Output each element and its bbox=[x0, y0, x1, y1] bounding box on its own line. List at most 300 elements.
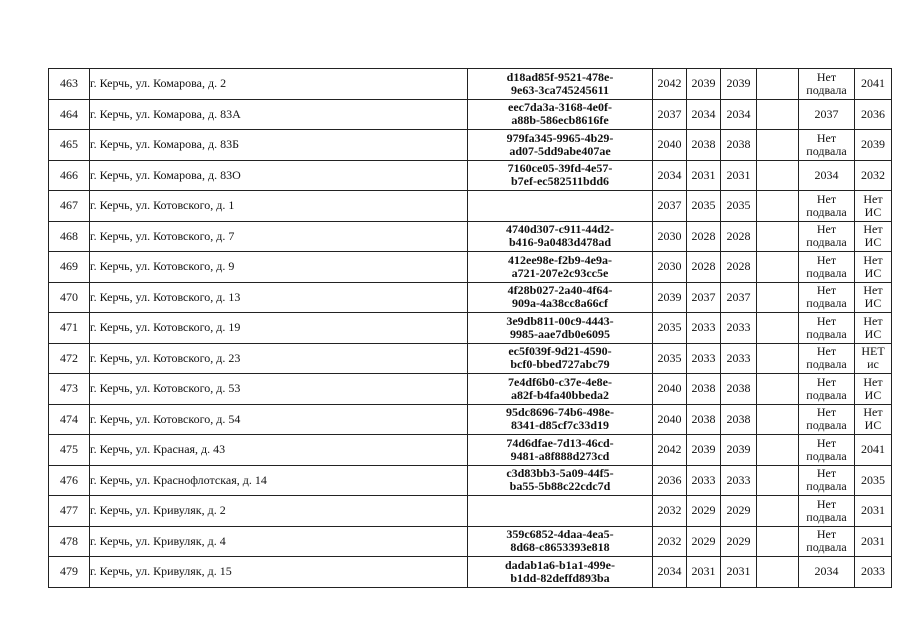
address-text: г. Керчь, ул. Кривуляк, д. 2 bbox=[90, 503, 226, 518]
year-cell-2 bbox=[687, 404, 721, 435]
address-text: г. Керчь, ул. Комарова, д. 83А bbox=[90, 106, 241, 121]
basement-cell bbox=[799, 191, 855, 222]
guid-line-1: 7160ce05-39fd-4e57- bbox=[507, 161, 613, 176]
guid-line-1: ec5f039f-9d21-4590- bbox=[508, 344, 612, 359]
basement-line-1: Нет bbox=[816, 130, 837, 145]
basement-line-2: подвала bbox=[806, 265, 847, 280]
fias-guid-cell bbox=[468, 465, 653, 496]
last-cell bbox=[855, 557, 892, 588]
last-line-2: ИС bbox=[864, 235, 882, 250]
last-cell bbox=[855, 465, 892, 496]
basement-line-2: подвала bbox=[806, 418, 847, 433]
row-number-cell bbox=[49, 557, 90, 588]
year-cell-3 bbox=[721, 526, 757, 557]
table-row bbox=[49, 343, 892, 374]
row-number: 472 bbox=[60, 350, 78, 365]
last-line-1: 2031 bbox=[861, 533, 885, 548]
year-1: 2037 bbox=[657, 198, 682, 213]
last-cell bbox=[855, 160, 892, 191]
fias-guid-cell bbox=[468, 221, 653, 252]
year-cell-2 bbox=[687, 465, 721, 496]
table-row bbox=[49, 526, 892, 557]
row-number: 470 bbox=[60, 289, 78, 304]
year-2: 2031 bbox=[691, 167, 716, 182]
year-1: 2034 bbox=[657, 564, 682, 579]
last-line-1: 2032 bbox=[861, 167, 885, 182]
guid-line-1: 4740d307-c911-44d2- bbox=[506, 222, 614, 237]
year-cell-3 bbox=[721, 465, 757, 496]
year-3: 2031 bbox=[726, 167, 751, 182]
year-cell-3 bbox=[721, 191, 757, 222]
last-line-1: 2041 bbox=[861, 76, 885, 91]
basement-cell bbox=[799, 526, 855, 557]
year-cell-3 bbox=[721, 557, 757, 588]
last-line-1: Нет bbox=[863, 252, 883, 267]
guid-line-2: b416-9a0483d478ad bbox=[508, 235, 612, 250]
last-cell bbox=[855, 99, 892, 130]
address-cell bbox=[90, 313, 468, 344]
year-1: 2040 bbox=[657, 137, 682, 152]
year-2: 2038 bbox=[691, 381, 716, 396]
year-cell-3 bbox=[721, 252, 757, 283]
year-cell-1 bbox=[653, 435, 687, 466]
basement-cell bbox=[799, 435, 855, 466]
basement-cell bbox=[799, 496, 855, 527]
basement-line-2: подвала bbox=[806, 82, 847, 97]
address-cell bbox=[90, 252, 468, 283]
year-3: 2031 bbox=[726, 564, 751, 579]
year-cell-1 bbox=[653, 374, 687, 405]
guid-line-2: a88b-586ecb8616fe bbox=[511, 113, 609, 128]
year-1: 2034 bbox=[657, 167, 682, 182]
year-cell-1 bbox=[653, 160, 687, 191]
last-line-2: ИС bbox=[864, 265, 882, 280]
fias-guid-cell bbox=[468, 343, 653, 374]
basement-cell bbox=[799, 557, 855, 588]
year-2: 2039 bbox=[691, 76, 716, 91]
basement-line-2: подвала bbox=[806, 479, 847, 494]
table-row bbox=[49, 496, 892, 527]
year-cell-2 bbox=[687, 160, 721, 191]
year-cell-2 bbox=[687, 221, 721, 252]
empty-cell bbox=[757, 160, 799, 191]
fias-guid-cell bbox=[468, 557, 653, 588]
row-number-cell bbox=[49, 69, 90, 100]
year-3: 2029 bbox=[726, 503, 751, 518]
guid-line-2: a82f-b4fa40bbeda2 bbox=[510, 387, 609, 402]
guid-line-1: c3d83bb3-5a09-44f5- bbox=[506, 466, 614, 481]
guid-line-1: dadab1a6-b1a1-499e- bbox=[504, 557, 615, 572]
row-number: 468 bbox=[60, 228, 78, 243]
year-cell-3 bbox=[721, 99, 757, 130]
last-cell bbox=[855, 435, 892, 466]
address-cell bbox=[90, 160, 468, 191]
address-cell bbox=[90, 404, 468, 435]
address-text: г. Керчь, ул. Котовского, д. 9 bbox=[90, 259, 235, 274]
address-cell bbox=[90, 435, 468, 466]
empty-cell bbox=[757, 252, 799, 283]
basement-line-2: подвала bbox=[806, 143, 847, 158]
row-number-cell bbox=[49, 252, 90, 283]
row-number: 479 bbox=[60, 564, 78, 579]
year-1: 2037 bbox=[657, 106, 682, 121]
guid-line-2: b7ef-ec582511bdd6 bbox=[510, 174, 609, 189]
row-number: 463 bbox=[60, 76, 78, 91]
last-line-1: Нет bbox=[863, 191, 883, 206]
address-text: г. Керчь, ул. Комарова, д. 83О bbox=[90, 167, 241, 182]
basement-line-2: подвала bbox=[806, 509, 847, 524]
table-row bbox=[49, 465, 892, 496]
row-number-cell bbox=[49, 130, 90, 161]
guid-line-1: d18ad85f-9521-478e- bbox=[506, 69, 614, 84]
last-line-1: НЕТ bbox=[861, 344, 885, 359]
year-cell-3 bbox=[721, 343, 757, 374]
year-2: 2038 bbox=[691, 411, 716, 426]
year-cell-3 bbox=[721, 404, 757, 435]
year-3: 2029 bbox=[726, 533, 751, 548]
address-text: г. Керчь, ул. Краснофлотская, д. 14 bbox=[90, 472, 267, 487]
address-cell bbox=[90, 526, 468, 557]
last-line-1: 2039 bbox=[861, 137, 885, 152]
row-number-cell bbox=[49, 343, 90, 374]
guid-line-1: 95dc8696-74b6-498e- bbox=[506, 405, 614, 420]
last-line-1: 2035 bbox=[861, 472, 885, 487]
last-line-1: Нет bbox=[863, 283, 883, 298]
last-line-2: ИС bbox=[864, 418, 882, 433]
last-line-1: Нет bbox=[863, 405, 883, 420]
address-cell bbox=[90, 99, 468, 130]
year-1: 2036 bbox=[657, 472, 682, 487]
basement-line-1: 2034 bbox=[814, 564, 839, 579]
row-number-cell bbox=[49, 374, 90, 405]
year-cell-2 bbox=[687, 374, 721, 405]
last-line-2: ис bbox=[867, 357, 879, 372]
address-text: г. Керчь, ул. Котовского, д. 53 bbox=[90, 381, 241, 396]
address-text: г. Керчь, ул. Кривуляк, д. 15 bbox=[90, 564, 232, 579]
address-text: г. Керчь, ул. Комарова, д. 83Б bbox=[90, 137, 239, 152]
year-cell-2 bbox=[687, 313, 721, 344]
guid-line-1: 74d6dfae-7d13-46cd- bbox=[506, 435, 614, 450]
basement-cell bbox=[799, 343, 855, 374]
empty-cell bbox=[757, 404, 799, 435]
guid-line-2: bcf0-bbed727abc79 bbox=[510, 357, 610, 372]
basement-line-1: Нет bbox=[816, 527, 837, 542]
year-2: 2034 bbox=[691, 106, 716, 121]
last-cell bbox=[855, 130, 892, 161]
table-row bbox=[49, 130, 892, 161]
basement-line-1: 2034 bbox=[814, 167, 839, 182]
basement-line-1: Нет bbox=[816, 374, 837, 389]
year-3: 2038 bbox=[726, 137, 751, 152]
year-3: 2033 bbox=[726, 472, 751, 487]
table-row bbox=[49, 313, 892, 344]
empty-cell bbox=[757, 130, 799, 161]
empty-cell bbox=[757, 282, 799, 313]
basement-line-1: Нет bbox=[816, 252, 837, 267]
empty-cell bbox=[757, 496, 799, 527]
row-number: 469 bbox=[60, 259, 78, 274]
basement-line-2: подвала bbox=[806, 387, 847, 402]
table-row bbox=[49, 404, 892, 435]
table-row bbox=[49, 69, 892, 100]
year-cell-2 bbox=[687, 252, 721, 283]
last-line-1: Нет bbox=[863, 313, 883, 328]
fias-guid-cell bbox=[468, 191, 653, 222]
fias-guid-cell bbox=[468, 526, 653, 557]
year-3: 2039 bbox=[726, 76, 751, 91]
year-2: 2033 bbox=[691, 350, 716, 365]
table-row bbox=[49, 374, 892, 405]
address-cell bbox=[90, 465, 468, 496]
empty-cell bbox=[757, 557, 799, 588]
basement-cell bbox=[799, 313, 855, 344]
guid-line-2: b1dd-82deffd893ba bbox=[510, 570, 610, 585]
year-3: 2028 bbox=[726, 259, 751, 274]
fias-guid-cell bbox=[468, 99, 653, 130]
basement-cell bbox=[799, 404, 855, 435]
basement-cell bbox=[799, 282, 855, 313]
row-number: 474 bbox=[60, 411, 78, 426]
address-text: г. Керчь, ул. Кривуляк, д. 4 bbox=[90, 533, 226, 548]
year-2: 2039 bbox=[691, 442, 716, 457]
fias-guid-cell bbox=[468, 496, 653, 527]
basement-line-1: Нет bbox=[816, 435, 837, 450]
guid-line-2: 8d68-c8653393e818 bbox=[510, 540, 610, 555]
year-cell-2 bbox=[687, 99, 721, 130]
year-1: 2030 bbox=[657, 228, 682, 243]
last-line-1: 2041 bbox=[861, 442, 885, 457]
row-number-cell bbox=[49, 404, 90, 435]
table-row bbox=[49, 435, 892, 466]
basement-line-1: Нет bbox=[816, 344, 837, 359]
address-text: г. Керчь, ул. Котовского, д. 23 bbox=[90, 350, 241, 365]
empty-cell bbox=[757, 465, 799, 496]
year-3: 2039 bbox=[726, 442, 751, 457]
table-row bbox=[49, 221, 892, 252]
empty-cell bbox=[757, 69, 799, 100]
basement-line-2: подвала bbox=[806, 204, 847, 219]
year-cell-2 bbox=[687, 496, 721, 527]
address-text: г. Керчь, ул. Котовского, д. 13 bbox=[90, 289, 241, 304]
table-row bbox=[49, 252, 892, 283]
address-cell bbox=[90, 374, 468, 405]
last-cell bbox=[855, 282, 892, 313]
row-number-cell bbox=[49, 160, 90, 191]
guid-line-2: 9e63-3ca745245611 bbox=[511, 82, 609, 97]
basement-cell bbox=[799, 160, 855, 191]
guid-line-1: 7e4df6b0-c37e-4e8e- bbox=[508, 374, 612, 389]
last-cell bbox=[855, 69, 892, 100]
address-cell bbox=[90, 130, 468, 161]
year-3: 2033 bbox=[726, 320, 751, 335]
year-cell-3 bbox=[721, 160, 757, 191]
empty-cell bbox=[757, 343, 799, 374]
guid-line-2: a721-207e2c93cc5e bbox=[511, 265, 609, 280]
basement-cell bbox=[799, 465, 855, 496]
row-number: 464 bbox=[60, 106, 78, 121]
last-cell bbox=[855, 252, 892, 283]
table-row bbox=[49, 557, 892, 588]
year-cell-2 bbox=[687, 526, 721, 557]
fias-guid-cell bbox=[468, 374, 653, 405]
fias-guid-cell bbox=[468, 160, 653, 191]
guid-line-1: 3e9db811-00c9-4443- bbox=[506, 313, 614, 328]
row-number-cell bbox=[49, 496, 90, 527]
housing-registry-table bbox=[48, 68, 892, 588]
last-line-1: Нет bbox=[863, 374, 883, 389]
year-cell-1 bbox=[653, 282, 687, 313]
basement-line-1: Нет bbox=[816, 69, 837, 84]
address-cell bbox=[90, 191, 468, 222]
year-cell-2 bbox=[687, 343, 721, 374]
guid-line-2: 909a-4a38cc8a66cf bbox=[512, 296, 608, 311]
empty-cell bbox=[757, 313, 799, 344]
basement-line-1: Нет bbox=[816, 222, 837, 237]
basement-line-1: Нет bbox=[816, 466, 837, 481]
last-cell bbox=[855, 221, 892, 252]
table-row bbox=[49, 99, 892, 130]
last-cell bbox=[855, 343, 892, 374]
guid-line-1: 359c6852-4daa-4ea5- bbox=[506, 527, 614, 542]
row-number: 467 bbox=[60, 198, 78, 213]
year-cell-1 bbox=[653, 99, 687, 130]
row-number: 465 bbox=[60, 137, 78, 152]
year-cell-1 bbox=[653, 465, 687, 496]
basement-line-2: подвала bbox=[806, 326, 847, 341]
empty-cell bbox=[757, 191, 799, 222]
year-1: 2032 bbox=[657, 533, 682, 548]
year-1: 2035 bbox=[657, 350, 682, 365]
address-cell bbox=[90, 282, 468, 313]
year-2: 2031 bbox=[691, 564, 716, 579]
empty-cell bbox=[757, 435, 799, 466]
basement-cell bbox=[799, 99, 855, 130]
row-number-cell bbox=[49, 526, 90, 557]
last-line-2: ИС bbox=[864, 326, 882, 341]
fias-guid-cell bbox=[468, 313, 653, 344]
basement-line-1: Нет bbox=[816, 283, 837, 298]
address-text: г. Керчь, ул. Котовского, д. 19 bbox=[90, 320, 241, 335]
basement-line-2: подвала bbox=[806, 235, 847, 250]
year-cell-3 bbox=[721, 130, 757, 161]
basement-cell bbox=[799, 130, 855, 161]
year-cell-2 bbox=[687, 282, 721, 313]
fias-guid-cell bbox=[468, 69, 653, 100]
year-2: 2028 bbox=[691, 228, 716, 243]
row-number-cell bbox=[49, 435, 90, 466]
year-cell-3 bbox=[721, 69, 757, 100]
year-1: 2030 bbox=[657, 259, 682, 274]
address-cell bbox=[90, 343, 468, 374]
guid-line-1: 4f28b027-2a40-4f64- bbox=[507, 283, 613, 298]
table-row bbox=[49, 191, 892, 222]
year-3: 2037 bbox=[726, 289, 751, 304]
address-text: г. Керчь, ул. Котовского, д. 54 bbox=[90, 411, 241, 426]
basement-cell bbox=[799, 252, 855, 283]
table-row bbox=[49, 160, 892, 191]
fias-guid-cell bbox=[468, 252, 653, 283]
last-line-1: 2036 bbox=[861, 106, 885, 121]
basement-line-2: подвала bbox=[806, 357, 847, 372]
guid-line-2: ba55-5b88c22cdc7d bbox=[509, 479, 611, 494]
year-2: 2035 bbox=[691, 198, 716, 213]
row-number-cell bbox=[49, 313, 90, 344]
year-cell-1 bbox=[653, 69, 687, 100]
row-number: 475 bbox=[60, 442, 78, 457]
guid-line-2: ad07-5dd9abe407ae bbox=[509, 143, 611, 158]
row-number-cell bbox=[49, 221, 90, 252]
year-1: 2042 bbox=[657, 76, 682, 91]
address-text: г. Керчь, ул. Красная, д. 43 bbox=[90, 442, 226, 457]
year-1: 2039 bbox=[657, 289, 682, 304]
basement-line-1: Нет bbox=[816, 313, 837, 328]
year-cell-3 bbox=[721, 282, 757, 313]
year-cell-1 bbox=[653, 404, 687, 435]
guid-line-1: 412ee98e-f2b9-4e9a- bbox=[508, 252, 612, 267]
year-cell-2 bbox=[687, 435, 721, 466]
basement-line-1: Нет bbox=[816, 405, 837, 420]
year-cell-1 bbox=[653, 191, 687, 222]
year-3: 2035 bbox=[726, 198, 751, 213]
address-cell bbox=[90, 496, 468, 527]
guid-line-1: 979fa345-9965-4b29- bbox=[506, 130, 614, 145]
basement-line-1: Нет bbox=[816, 496, 837, 511]
row-number: 477 bbox=[60, 503, 78, 518]
basement-line-1: 2037 bbox=[814, 106, 839, 121]
last-line-1: 2033 bbox=[861, 564, 885, 579]
empty-cell bbox=[757, 374, 799, 405]
year-3: 2034 bbox=[726, 106, 751, 121]
table-row bbox=[49, 282, 892, 313]
year-cell-1 bbox=[653, 313, 687, 344]
last-cell bbox=[855, 313, 892, 344]
last-cell bbox=[855, 374, 892, 405]
address-text: г. Керчь, ул. Котовского, д. 1 bbox=[90, 198, 235, 213]
last-cell bbox=[855, 496, 892, 527]
basement-cell bbox=[799, 69, 855, 100]
last-cell bbox=[855, 191, 892, 222]
year-2: 2033 bbox=[691, 320, 716, 335]
year-2: 2033 bbox=[691, 472, 716, 487]
year-3: 2038 bbox=[726, 381, 751, 396]
year-cell-3 bbox=[721, 496, 757, 527]
year-cell-1 bbox=[653, 130, 687, 161]
year-2: 2029 bbox=[691, 503, 716, 518]
year-2: 2028 bbox=[691, 259, 716, 274]
address-text: г. Керчь, ул. Комарова, д. 2 bbox=[90, 76, 227, 91]
basement-line-2: подвала bbox=[806, 448, 847, 463]
last-line-2: ИС bbox=[864, 296, 882, 311]
basement-line-2: подвала bbox=[806, 296, 847, 311]
row-number-cell bbox=[49, 465, 90, 496]
row-number: 473 bbox=[60, 381, 78, 396]
year-cell-3 bbox=[721, 221, 757, 252]
row-number-cell bbox=[49, 99, 90, 130]
basement-cell bbox=[799, 374, 855, 405]
row-number: 466 bbox=[60, 167, 78, 182]
year-1: 2035 bbox=[657, 320, 682, 335]
year-2: 2037 bbox=[691, 289, 716, 304]
year-cell-1 bbox=[653, 526, 687, 557]
last-cell bbox=[855, 404, 892, 435]
fias-guid-cell bbox=[468, 130, 653, 161]
year-1: 2032 bbox=[657, 503, 682, 518]
guid-line-2: 9481-a8f888d273cd bbox=[510, 448, 610, 463]
fias-guid-cell bbox=[468, 404, 653, 435]
last-line-2: ИС bbox=[864, 387, 882, 402]
year-cell-1 bbox=[653, 557, 687, 588]
year-cell-1 bbox=[653, 221, 687, 252]
